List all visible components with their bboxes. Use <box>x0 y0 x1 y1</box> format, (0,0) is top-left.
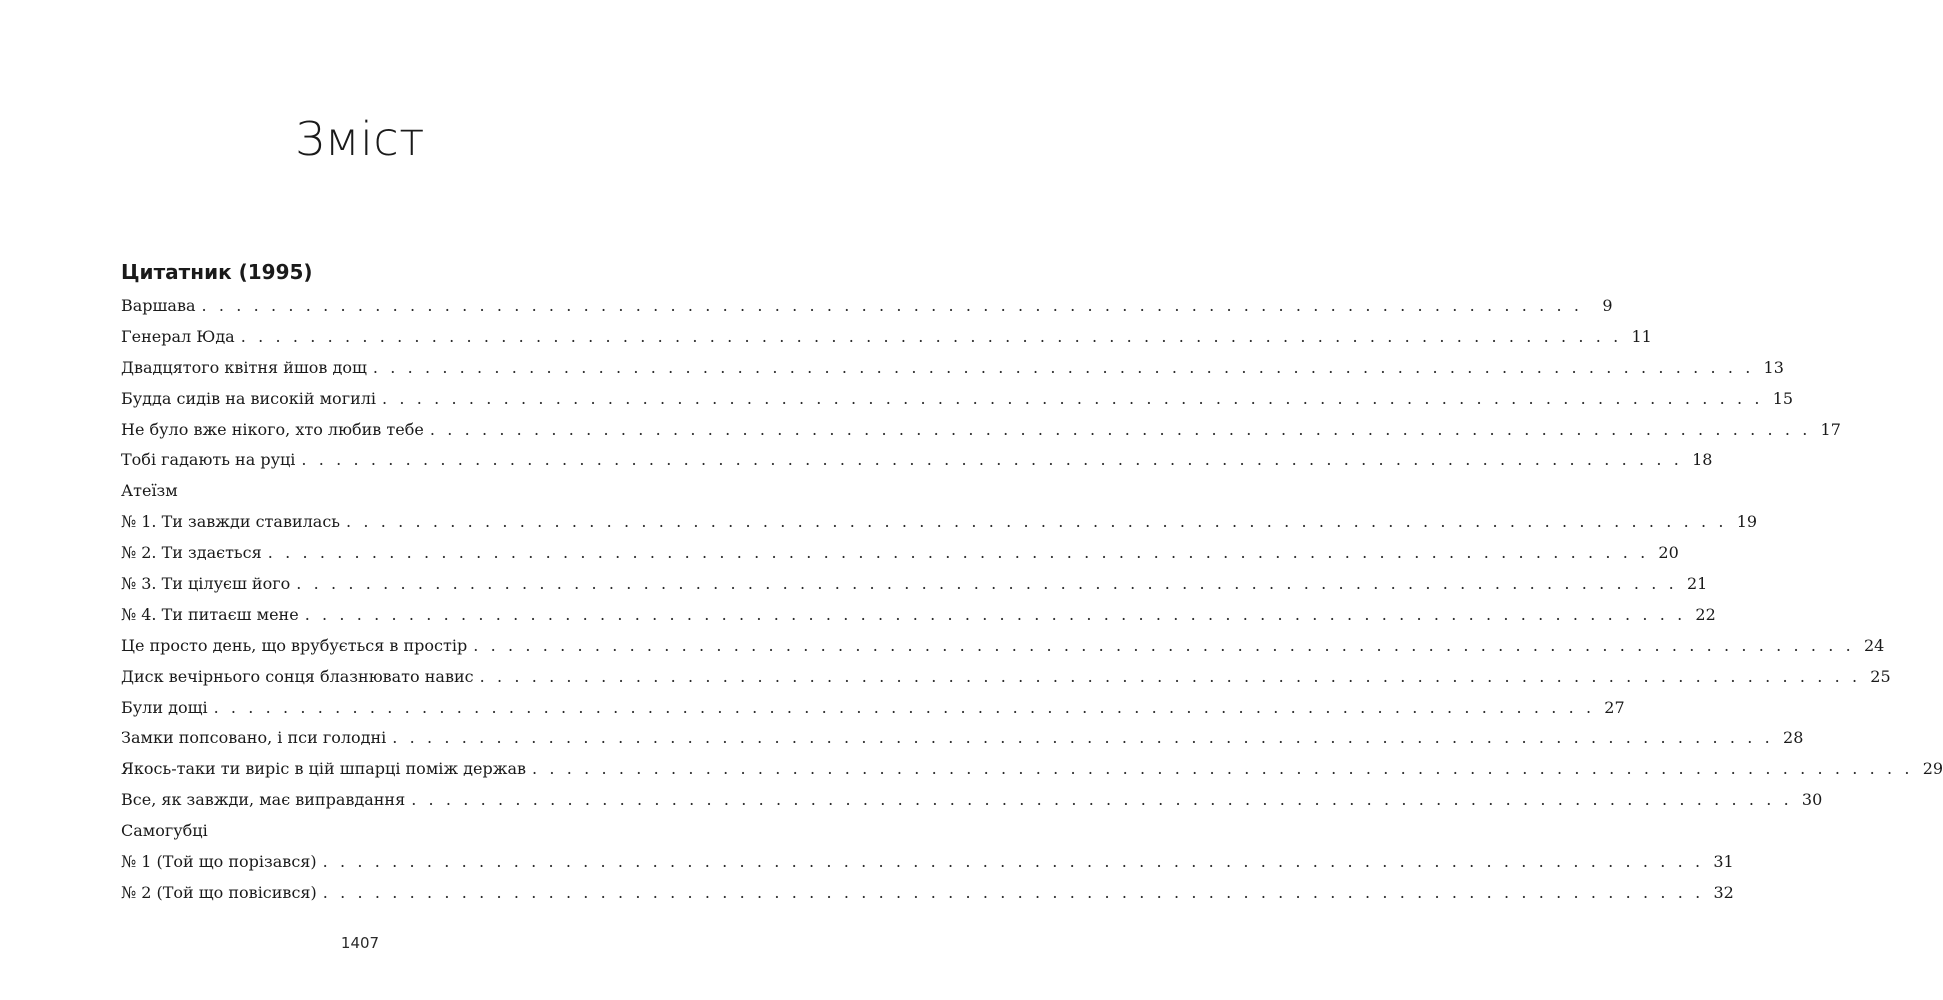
toc-entry-title: № 4. Ти питаєш мене <box>121 604 299 624</box>
toc-entry-page: 31 <box>1713 852 1734 872</box>
page-title: Зміст <box>295 112 425 166</box>
dot-leader: . . . . . . . . . . . . . . . . . . . . . . . . . . . . . . . . . . . . . . . . . . . . . . . . . . . . . . . . . . . . . . . . . . . . . . . . . . . . . . . . <box>201 296 1583 315</box>
toc-entry <box>121 291 1613 322</box>
toc-entry-page: 30 <box>1801 790 1823 810</box>
toc-entry-page: 19 <box>1736 512 1758 532</box>
toc-entry-page: 18 <box>1692 450 1713 470</box>
section-heading: Цитатник (1995) <box>121 260 313 284</box>
toc-entry-title: Атеїзм <box>121 481 178 501</box>
dot-leader: . . . . . . . . . . . . . . . . . . . . . . . . . . . . . . . . . . . . . . . . . . . . . . . . . . . . . . . . . . . . . . . . . . . . . . . . . . . . . . . . <box>473 635 1855 655</box>
toc-entry-page: 32 <box>1713 882 1734 902</box>
toc-entry <box>121 600 1716 631</box>
toc-entry-title: Якось-таки ти виріс в цій шпарці поміж держав <box>121 759 527 779</box>
toc-entry-title: № 1. Ти завжди ставилась <box>121 512 340 532</box>
dot-leader: . . . . . . . . . . . . . . . . . . . . . . . . . . . . . . . . . . . . . . . . . . . . . . . . . . . . . . . . . . . . . . . . . . . . . . . . . . . . . . . . <box>322 852 1704 872</box>
toc-entry-page: 13 <box>1763 357 1784 377</box>
dot-leader: . . . . . . . . . . . . . . . . . . . . . . . . . . . . . . . . . . . . . . . . . . . . . . . . . . . . . . . . . . . . . . . . . . . . . . . . . . . . . . . . <box>346 512 1728 532</box>
toc-entry <box>121 476 589 507</box>
dot-leader: . . . . . . . . . . . . . . . . . . . . . . . . . . . . . . . . . . . . . . . . . . . . . . . . . . . . . . . . . . . . . . . . . . . . . . . . . . . . . . . . <box>304 604 1686 624</box>
toc-entry-title: Самогубці <box>121 821 208 841</box>
dot-leader: . . . . . . . . . . . . . . . . . . . . . . . . . . . . . . . . . . . . . . . . . . . . . . . . . . . . . . . . . . . . . . . . . . . . . . . . . . . . . . . . <box>322 882 1704 902</box>
dot-leader: . . . . . . . . . . . . . . . . . . . . . . . . . . . . . . . . . . . . . . . . . . . . . . . . . . . . . . . . . . . . . . . . . . . . . . . . . . . . . . . . <box>372 357 1754 377</box>
toc-entry-title: Замки попсовано, і пси голодні <box>121 728 387 748</box>
toc-entry-title: Двадцятого квітня йшов дощ <box>121 357 367 377</box>
toc-entry-page: 15 <box>1772 388 1794 408</box>
toc-entry <box>121 631 1885 662</box>
toc-entry-page: 22 <box>1695 604 1716 624</box>
toc-entry <box>121 384 1794 415</box>
toc-entry <box>121 353 1784 384</box>
toc-entry-title: Не було вже нікого, хто любив тебе <box>121 419 424 439</box>
toc-entry-page: 20 <box>1658 543 1679 563</box>
dot-leader: . . . . . . . . . . . . . . . . . . . . . . . . . . . . . . . . . . . . . . . . . . . . . . . . . . . . . . . . . . . . . . . . . . . . . . . . . . . . . . . . <box>213 697 1595 717</box>
toc-entry <box>121 816 589 847</box>
toc-entry <box>121 569 1708 600</box>
toc-entry <box>121 847 1734 878</box>
toc-entry-page: 9 <box>1602 296 1613 315</box>
dot-leader: . . . . . . . . . . . . . . . . . . . . . . . . . . . . . . . . . . . . . . . . . . . . . . . . . . . . . . . . . . . . . . . . . . . . . . . . . . . . . . . . <box>296 574 1678 594</box>
dot-leader: . . . . . . . . . . . . . . . . . . . . . . . . . . . . . . . . . . . . . . . . . . . . . . . . . . . . . . . . . . . . . . . . . . . . . . . . . . . . . . . . <box>382 388 1764 408</box>
toc-entry-title: № 3. Ти цілуєш його <box>121 574 291 594</box>
table-of-contents <box>121 291 1943 909</box>
dot-leader: . . . . . . . . . . . . . . . . . . . . . . . . . . . . . . . . . . . . . . . . . . . . . . . . . . . . . . . . . . . . . . . . . . . . . . . . . . . . . . . . <box>392 728 1774 748</box>
toc-entry-page: 25 <box>1870 666 1891 686</box>
toc-entry-page: 24 <box>1863 635 1885 655</box>
toc-entry-title: Диск вечірнього сонця блазнювато навис <box>121 666 474 686</box>
toc-entry <box>121 445 1713 476</box>
toc-entry-title: Будда сидів на високій могилі <box>121 388 377 408</box>
dot-leader: . . . . . . . . . . . . . . . . . . . . . . . . . . . . . . . . . . . . . . . . . . . . . . . . . . . . . . . . . . . . . . . . . . . . . . . . . . . . . . . . <box>240 326 1622 346</box>
toc-entry <box>121 785 1823 816</box>
toc-entry-title: Генерал Юда <box>121 326 235 346</box>
toc-entry <box>121 415 1841 446</box>
toc-entry-title: № 2 (Той що повісився) <box>121 882 317 902</box>
toc-entry <box>121 878 1734 909</box>
dot-leader: . . . . . . . . . . . . . . . . . . . . . . . . . . . . . . . . . . . . . . . . . . . . . . . . . . . . . . . . . . . . . . . . . . . . . . . . . . . . . . . . <box>429 419 1811 439</box>
toc-entry-page: 11 <box>1631 326 1652 346</box>
toc-entry-page: 21 <box>1686 574 1708 594</box>
dot-leader: . . . . . . . . . . . . . . . . . . . . . . . . . . . . . . . . . . . . . . . . . . . . . . . . . . . . . . . . . . . . . . . . . . . . . . . . . . . . . . . . <box>411 790 1793 810</box>
toc-entry-title: Були дощі <box>121 697 208 717</box>
toc-entry-title: № 1 (Той що порізався) <box>121 852 317 872</box>
toc-entry <box>121 662 1891 693</box>
toc-entry-title: Варшава <box>121 296 196 315</box>
dot-leader: . . . . . . . . . . . . . . . . . . . . . . . . . . . . . . . . . . . . . . . . . . . . . . . . . . . . . . . . . . . . . . . . . . . . . . . . . . . . . . . . <box>267 543 1649 563</box>
toc-entry <box>121 322 1652 353</box>
toc-entry-page: 29 <box>1922 759 1943 779</box>
toc-entry-page: 17 <box>1820 419 1841 439</box>
dot-leader: . . . . . . . . . . . . . . . . . . . . . . . . . . . . . . . . . . . . . . . . . . . . . . . . . . . . . . . . . . . . . . . . . . . . . . . . . . . . . . . . <box>532 759 1914 779</box>
dot-leader: . . . . . . . . . . . . . . . . . . . . . . . . . . . . . . . . . . . . . . . . . . . . . . . . . . . . . . . . . . . . . . . . . . . . . . . . . . . . . . . . <box>479 666 1861 686</box>
toc-entry <box>121 754 1943 785</box>
toc-entry-page: 28 <box>1783 728 1804 748</box>
toc-entry <box>121 723 1804 754</box>
dot-leader: . . . . . . . . . . . . . . . . . . . . . . . . . . . . . . . . . . . . . . . . . . . . . . . . . . . . . . . . . . . . . . . . . . . . . . . . . . . . . . . . <box>301 450 1683 470</box>
toc-entry-title: Тобі гадають на руці <box>121 450 296 470</box>
toc-entry-page: 27 <box>1604 697 1625 717</box>
toc-entry <box>121 538 1679 569</box>
footer-page-number: 1407 <box>340 934 380 952</box>
toc-entry <box>121 507 1758 538</box>
toc-entry <box>121 693 1625 724</box>
toc-entry-title: Все, як завжди, має виправдання <box>121 790 406 810</box>
toc-entry-title: № 2. Ти здається <box>121 543 262 563</box>
toc-entry-title: Це просто день, що врубується в простір <box>121 635 468 655</box>
